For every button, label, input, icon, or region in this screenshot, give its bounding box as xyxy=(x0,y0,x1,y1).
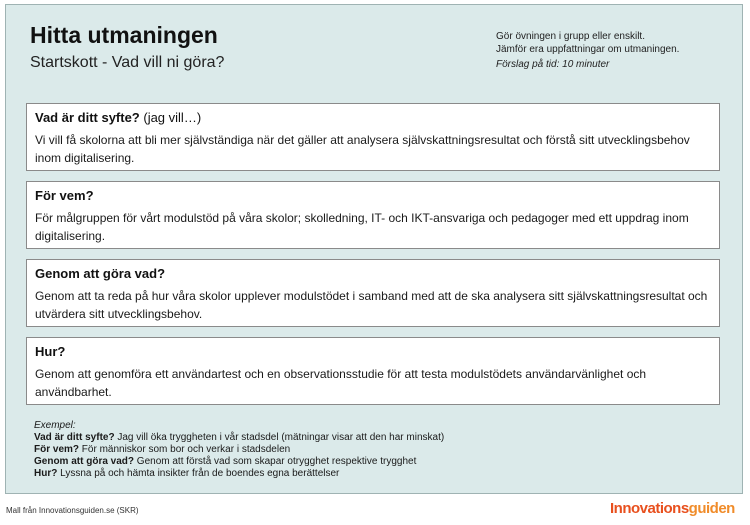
section-body: Genom att ta reda på hur våra skolor upplever modulstödet i samband med att de ska analysera sitt självskattningsresultat och utvärdera sitt utvecklingsbehov. xyxy=(35,289,708,321)
section-hint: (jag vill…) xyxy=(139,110,202,125)
section-heading-text: Vad är ditt syfte? xyxy=(35,110,140,125)
page-title: Hitta utmaningen xyxy=(30,22,218,48)
example-label: Hur? xyxy=(34,468,58,479)
examples xyxy=(34,420,444,480)
example-item xyxy=(34,468,444,480)
example-item xyxy=(34,444,444,456)
section-how xyxy=(26,337,720,405)
logo-part-1: Innovations xyxy=(610,500,689,517)
section-heading xyxy=(35,344,711,359)
section-heading xyxy=(35,110,711,125)
instructions-line-1: Gör övningen i grupp eller enskilt. xyxy=(496,31,645,42)
example-item xyxy=(34,456,444,468)
section-heading xyxy=(35,188,711,203)
example-text: Jag vill öka tryggheten i vår stadsdel (mätningar visar att den har minskat) xyxy=(114,432,445,443)
section-heading xyxy=(35,266,711,281)
page-subtitle: Startskott - Vad vill ni göra? xyxy=(30,54,225,71)
examples-title: Exempel: xyxy=(34,420,76,431)
section-heading-text: För vem? xyxy=(35,188,94,203)
example-text: Genom att förstå vad som skapar otrygghet respektive trygghet xyxy=(134,456,417,467)
time-suggestion: Förslag på tid: 10 minuter xyxy=(496,59,610,70)
section-purpose xyxy=(26,103,720,171)
section-body: Vi vill få skolorna att bli mer självständiga när det gäller att analysera självskattningsresultat och förstå sitt utvecklingsbehov inom digitalisering. xyxy=(35,133,690,165)
example-label: För vem? xyxy=(34,444,80,455)
section-body: Genom att genomföra ett användartest och en observationsstudie för att testa modulstödets användarvänlighet och användbarhet. xyxy=(35,367,647,399)
section-by-doing-what xyxy=(26,259,720,327)
instructions-line-2: Jämför era uppfattningar om utmaningen. xyxy=(496,44,680,55)
section-heading-text: Hur? xyxy=(35,344,66,359)
footer-credit: Mall från Innovationsguiden.se (SKR) xyxy=(6,506,139,515)
example-item xyxy=(34,432,444,444)
innovationsguiden-logo xyxy=(610,500,735,517)
section-body: För målgruppen för vårt modulstöd på våra skolor; skolledning, IT- och IKT-ansvariga och pedagoger med ett uppdrag inom digitalisering. xyxy=(35,211,689,243)
logo-part-2: guiden xyxy=(688,500,735,517)
example-text: Lyssna på och hämta insikter från de boendes egna berättelser xyxy=(57,468,340,479)
section-for-whom xyxy=(26,181,720,249)
instructions xyxy=(496,30,679,71)
example-label: Vad är ditt syfte? xyxy=(34,432,115,443)
example-text: För människor som bor och verkar i stadsdelen xyxy=(79,444,291,455)
example-label: Genom att göra vad? xyxy=(34,456,135,467)
section-heading-text: Genom att göra vad? xyxy=(35,266,166,281)
